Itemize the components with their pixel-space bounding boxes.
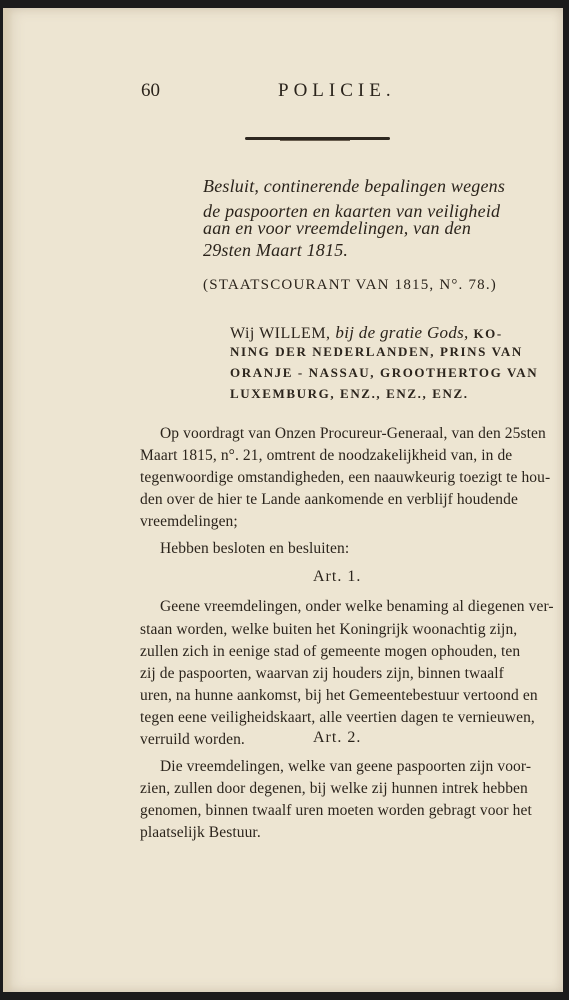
preamble-line: tegenwoordige omstandigheden, een naauwkeurig toezigt te hou- (140, 469, 551, 486)
article-line: genomen, binnen twaalf uren moeten worden gebragt voor het (140, 802, 532, 819)
decree-title-line: de paspoorten en kaarten van veiligheid (203, 201, 501, 221)
decree-title-line: aan en voor vreemdelingen, van den (203, 218, 472, 238)
article-line: zij de paspoorten, waarvan zij houders zijn, binnen twaalf (140, 665, 504, 682)
royal-name: Wij WILLEM, (230, 325, 331, 342)
article-line: staan worden, welke buiten het Koningrijk woonachtig zijn, (140, 621, 518, 638)
royal-phrase: bij de gratie Gods, (335, 323, 469, 342)
citation: (STAATSCOURANT VAN 1815, N°. 78.) (203, 277, 498, 293)
royal-line-2: NING DER NEDERLANDEN, PRINS VAN (230, 344, 523, 359)
running-title: POLICIE. (278, 80, 396, 101)
ornamental-rule-underline (280, 140, 350, 141)
article-line: uren, na hunne aankomst, bij het Gemeentebestuur vertoond en (140, 687, 538, 704)
preamble-line: den over de hier te Lande aankomende en verblijf houdende (140, 491, 518, 508)
page-gutter-shadow (3, 8, 13, 992)
article-line: zullen zich in eenige stad of gemeente mogen ophouden, ten (140, 643, 521, 660)
royal-line-4: LUXEMBURG, ENZ., ENZ., ENZ. (230, 386, 469, 401)
royal-line-end: KO- (473, 326, 503, 341)
article-line: plaatselijk Bestuur. (140, 824, 261, 841)
preamble-line: Maart 1815, n°. 21, omtrent de noodzakelijkheid van, in de (140, 447, 513, 464)
preamble-line: vreemdelingen; (140, 513, 238, 530)
preamble-line: Op voordragt van Onzen Procureur-Generaal, van den 25sten (160, 425, 546, 442)
article-heading: Art. 1. (313, 568, 362, 585)
decree-title-line: Besluit, continerende bepalingen wegens (203, 176, 506, 196)
article-line: zien, zullen door degenen, bij welke zij hunnen intrek hebben (140, 780, 528, 797)
royal-line-3: ORANJE - NASSAU, GROOTHERTOG VAN (230, 365, 539, 380)
article-line: tegen eene veiligheidskaart, alle veertien dagen te vernieuwen, (140, 709, 535, 726)
article-line: verruild worden. (140, 731, 245, 748)
page-number: 60 (141, 80, 160, 101)
royal-line-1 (230, 323, 503, 343)
decree-date-line: 29sten Maart 1815. (203, 240, 349, 260)
article-line: Die vreemdelingen, welke van geene paspoorten zijn voor- (160, 758, 532, 775)
article-line: Geene vreemdelingen, onder welke benaming al diegenen ver- (160, 598, 554, 615)
article-heading: Art. 2. (313, 729, 362, 746)
resolution-line: Hebben besloten en besluiten: (160, 540, 350, 557)
